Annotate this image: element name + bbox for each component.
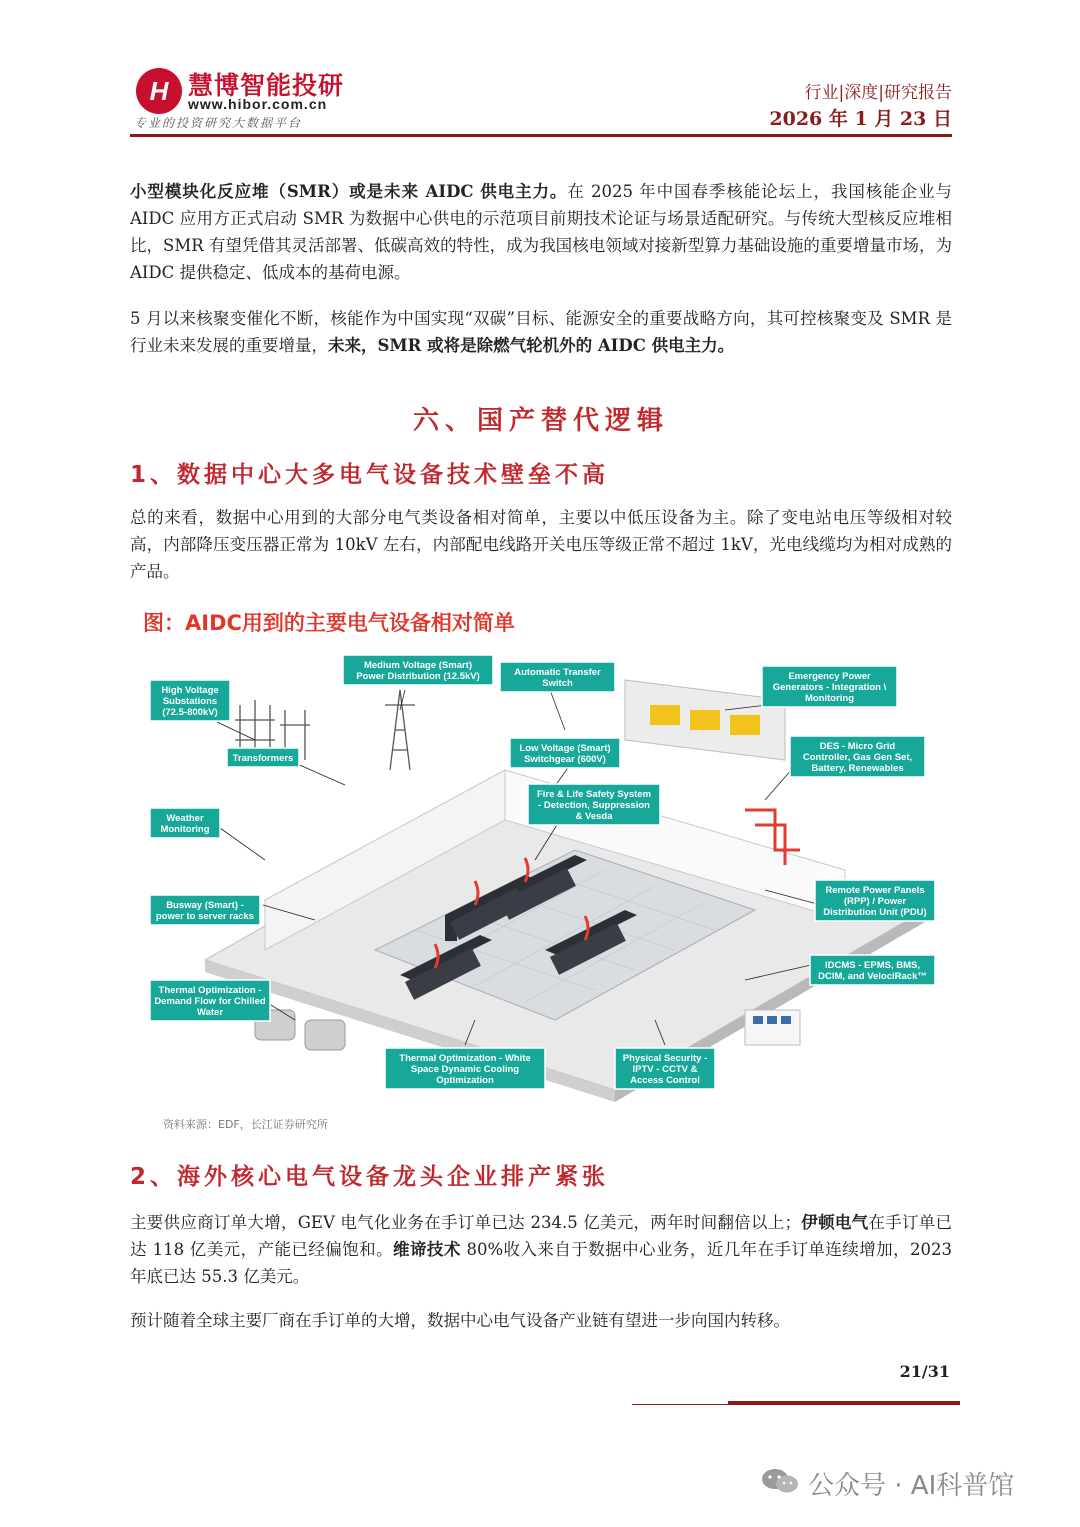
eaton-name: 伊顿电气 bbox=[801, 1213, 869, 1232]
paragraph-smr-lead: 小型模块化反应堆（SMR）或是未来 AIDC 供电主力。 bbox=[130, 182, 568, 201]
callout-label: Substations bbox=[162, 696, 218, 707]
callout-label: (72.5-800kV) bbox=[162, 707, 218, 718]
callout-label: IPTV - CCTV & bbox=[632, 1064, 698, 1075]
logo-name: 慧博智能投研 bbox=[188, 71, 345, 100]
vertiv-name: 维谛技术 bbox=[393, 1240, 461, 1259]
paragraph-orders bbox=[130, 1209, 952, 1290]
logo-tagline: 专业的投资研究大数据平台 bbox=[134, 116, 303, 130]
callout-label: Thermal Optimization - White bbox=[399, 1053, 531, 1064]
callout-label: Space Dynamic Cooling bbox=[410, 1064, 520, 1075]
paragraph-smr bbox=[130, 178, 952, 286]
callout-label: Switchgear (600V) bbox=[524, 754, 606, 765]
callout-label: Battery, Renewables bbox=[811, 763, 904, 774]
diagram-callout bbox=[615, 1048, 715, 1089]
logo-url[interactable]: www.hibor.com.cn bbox=[188, 96, 328, 112]
page-number: 21/31 bbox=[899, 1362, 950, 1381]
paragraph-smr-body: 在 2025 年中国春季核能论坛上，我国核能企业与 AIDC 应用方正式启动 SMR 为数据中心供电的示范项目前期技术论证与场景适配研究。与传统大型核反应堆相比，SMR 有望凭借其灵活部署、低碳高效的特性，成为我国核电领域对接新型算力基础设施的重要增量市场，为 AIDC 提供稳定、低成本的基荷电源。 bbox=[130, 182, 953, 282]
callout-label: Controller, Gas Gen Set, bbox=[802, 752, 913, 763]
callout-label: High Voltage bbox=[161, 685, 219, 696]
diagram-callout bbox=[528, 784, 660, 825]
paragraph-orders-part3: 80%收入来自于数据中心业务，近几年在手订单连续增加，2023 年底已达 55.3 亿美元。 bbox=[130, 1240, 952, 1286]
subsection-title-1: 1、数据中心大多电气设备技术壁垒不高 bbox=[130, 462, 610, 488]
subsection-title-2: 2、海外核心电气设备龙头企业排产紧张 bbox=[130, 1164, 610, 1190]
diagram-callout bbox=[762, 666, 897, 707]
diagram-callout bbox=[343, 655, 493, 685]
diagram-callout bbox=[150, 980, 270, 1021]
callout-label: DES - Micro Grid bbox=[819, 741, 896, 752]
callout-label: Emergency Power bbox=[788, 671, 871, 682]
callout-label: Optimization bbox=[436, 1075, 494, 1086]
callout-label: Remote Power Panels bbox=[825, 885, 925, 896]
callout-label: Water bbox=[196, 1007, 224, 1018]
diagram-callout bbox=[227, 748, 299, 767]
callout-label: Monitoring bbox=[160, 824, 210, 835]
diagram-callout bbox=[510, 738, 620, 768]
paragraph-fusion-body: 5 月以来核聚变催化不断，核能作为中国实现“双碳”目标、能源安全的重要战略方向，其可控核聚变及 SMR 是行业未来发展的重要增量， bbox=[130, 309, 952, 355]
figure-source: 资料来源：EDF，长江证券研究所 bbox=[163, 1118, 328, 1131]
paragraph-fusion bbox=[130, 305, 952, 359]
callout-label: Access Control bbox=[630, 1075, 700, 1086]
diagram-callout bbox=[815, 880, 935, 921]
callout-label: Distribution Unit (PDU) bbox=[823, 907, 927, 918]
report-date: 2026 年 1 月 23 日 bbox=[769, 108, 952, 130]
paragraph-outlook: 预计随着全球主要厂商在手订单的大增，数据中心电气设备产业链有望进一步向国内转移。 bbox=[130, 1311, 790, 1330]
footer-divider-accent bbox=[728, 1401, 960, 1404]
callout-label: Switch bbox=[542, 678, 573, 689]
diagram-callout bbox=[790, 736, 925, 777]
callout-label: Medium Voltage (Smart) bbox=[363, 660, 473, 671]
callout-label: Busway (Smart) - bbox=[166, 900, 244, 911]
footer-divider bbox=[632, 1404, 960, 1405]
callout-label: Thermal Optimization - bbox=[158, 985, 262, 996]
diagram-callout bbox=[385, 1048, 545, 1089]
callout-label: power to server racks bbox=[155, 911, 255, 922]
callout-label: (RPP) / Power bbox=[843, 896, 907, 907]
aidc-electrical-equipment-diagram bbox=[145, 650, 935, 1105]
wechat-icon bbox=[760, 1467, 800, 1495]
paragraph-orders-part2: 在手订单已达 118 亿美元，产能已经偏饱和。 bbox=[130, 1213, 952, 1259]
watermark-text: 公众号 · AI科普馆 bbox=[808, 1471, 1015, 1501]
callout-label: Fire & Life Safety System bbox=[536, 789, 652, 800]
diagram-callout bbox=[150, 808, 220, 838]
header-divider bbox=[130, 134, 952, 137]
callout-label: Low Voltage (Smart) bbox=[519, 743, 611, 754]
paragraph-equipment: 总的来看，数据中心用到的大部分电气类设备相对简单，主要以中低压设备为主。除了变电站电压等级相对较高，内部降压变压器正常为 10kV 左右，内部配电线路开关电压等级正常不超过 1kV，光电线缆均为相对成熟的产品。 bbox=[130, 508, 952, 581]
callout-label: Power Distribution (12.5kV) bbox=[356, 671, 480, 682]
report-category: 行业|深度|研究报告 bbox=[804, 83, 952, 103]
callout-label: Automatic Transfer bbox=[514, 667, 601, 678]
hibor-logo-icon: H bbox=[136, 68, 182, 114]
diagram-callout bbox=[150, 680, 230, 721]
figure-title: 图：AIDC用到的主要电气设备相对简单 bbox=[143, 611, 515, 635]
callout-label: DCIM, and VelociRack™ bbox=[818, 971, 927, 982]
diagram-callout bbox=[150, 895, 260, 925]
callout-label: Physical Security - bbox=[622, 1053, 708, 1064]
callout-label: Demand Flow for Chilled bbox=[154, 996, 266, 1007]
section-title: 六、国产替代逻辑 bbox=[412, 406, 669, 436]
callout-label: & Vesda bbox=[575, 811, 613, 822]
diagram-callout bbox=[500, 662, 615, 692]
callout-label: Transformers bbox=[232, 753, 294, 764]
callout-label: - Detection, Suppression bbox=[538, 800, 650, 811]
callout-label: IDCMS - EPMS, BMS, bbox=[824, 960, 921, 971]
page-header bbox=[130, 62, 952, 132]
callout-label: Weather bbox=[166, 813, 204, 824]
paragraph-fusion-emphasis: 未来，SMR 或将是除燃气轮机外的 AIDC 供电主力。 bbox=[328, 336, 735, 355]
callout-label: Monitoring bbox=[804, 693, 855, 704]
callout-label: Generators - Integration \ bbox=[772, 682, 887, 693]
paragraph-orders-part1: 主要供应商订单大增，GEV 电气化业务在手订单已达 234.5 亿美元，两年时间翻倍以上； bbox=[130, 1213, 802, 1232]
diagram-callout bbox=[810, 955, 935, 985]
